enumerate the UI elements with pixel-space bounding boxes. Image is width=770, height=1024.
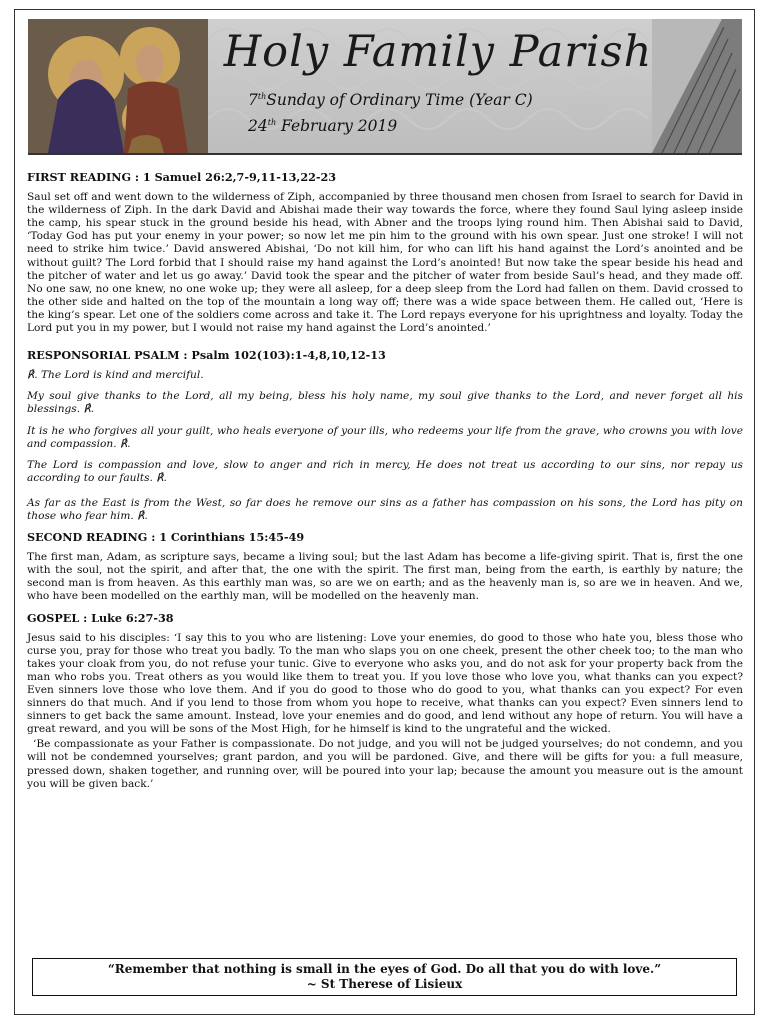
holy-family-icon	[28, 19, 208, 153]
gospel-text: ‘Be compassionate as your Father is compassionate. Do not judge, and you will not be judged yourselves; do not condemn, and you will not be condemned yourselves; grant pardon, and you will be pardoned. Give, and there will be gifts for you: a full measure, pressed down, shaken together, and running over, will be poured into your lap; because the amount you measure out is the amount you will be given back.’	[27, 738, 743, 790]
quote-text: “Remember that nothing is small in the eyes of God. Do all that you do with love.”	[107, 962, 662, 976]
parish-title: Holy Family Parish	[223, 27, 653, 77]
psalm-response: ℟. The Lord is kind and merciful.	[27, 369, 204, 382]
second-reading-heading: SECOND READING : 1 Corinthians 15:45-49	[27, 530, 305, 545]
liturgical-occasion: 7thSunday of Ordinary Time (Year C)	[248, 91, 533, 109]
quote-attribution: ~ St Therese of Lisieux	[306, 977, 463, 991]
psalm-verse: My soul give thanks to the Lord, all my being, bless his holy name, my soul give thanks to the Lord, and never forget all his blessings. ℟.	[27, 390, 743, 416]
second-reading-text: The first man, Adam, as scripture says, became a living soul; but the last Adam has become a life-giving spirit. That is, first the one with the soul, not the spirit, and after that, the one with the spirit. The first man, being from the earth, is earthly by nature; the second man is from heaven. As this earthly man was, so are we on earth; and as the heavenly man is, so are we in heaven. And we, who have been modelled on the earthly man, will be modelled on the heavenly man.	[27, 551, 743, 603]
gospel-text: Jesus said to his disciples: ‘I say this to you who are listening: Love your enemies, do good to those who hate you, bless those who curse you, pray for those who treat you badly. To the man who slaps you on one cheek, present the other cheek too; to the man who takes your cloak from you, do not refuse your tunic. Give to everyone who asks you, and do not ask for your property back from the man who robs you. Treat others as you would like them to treat you. If you love those who love you, what thanks can you expect? Even sinners love those who love them. And if you do good to those who do good to you, what thanks can you expect? For even sinners do that much. And if you lend to those from whom you hope to receive, what thanks can you expect? Even sinners lend to sinners to get back the same amount. Instead, love your enemies and do good, and lend without any hope of return. You will have a great reward, and you will be sons of the Most High, for he himself is kind to the ungrateful and the wicked.	[27, 631, 743, 736]
psalm-heading: RESPONSORIAL PSALM : Psalm 102(103):1-4,8,10,12-13	[27, 348, 386, 363]
parish-banner	[28, 19, 742, 155]
bulletin-date: 24th February 2019	[248, 117, 398, 135]
psalm-verse: As far as the East is from the West, so far does he remove our sins as a father has compassion on his sons, the Lord has pity on those who fear him. ℟.	[27, 496, 743, 522]
church-building-image	[652, 19, 742, 153]
first-reading-heading: FIRST READING : 1 Samuel 26:2,7-9,11-13,22-23	[27, 170, 337, 184]
readings-content	[27, 171, 743, 799]
psalm-verse: It is he who forgives all your guilt, who heals everyone of your ills, who redeems your life from the grave, who crowns you with love and compassion. ℟.	[27, 424, 743, 450]
first-reading-text: Saul set off and went down to the wilderness of Ziph, accompanied by three thousand men chosen from Israel to search for David in the wilderness of Ziph. In the dark David and Abishai made their way towards the force, where they found Saul lying asleep inside the camp, his spear stuck in the ground beside his head, with Abner and the troops lying round him. Then Abishai said to David, ‘Today God has put your enemy in your power; so now let me pin him to the ground with his own spear. Just one stroke! I will not need to strike him twice.’ David answered Abishai, ‘Do not kill him, for who can lift his hand against the Lord’s anointed and be without guilt? The Lord forbid that I should raise my hand against the Lord’s anointed! But now take the spear beside his head and the pitcher of water and let us go away.’ David took the spear and the pitcher of water from beside Saul’s head, and they made off. No one saw, no one knew, no one woke up; they were all asleep, for a deep sleep from the Lord had fallen on them. David crossed to the other side and halted on the top of the mountain a long way off; there was a wide space between them. He called out, ‘Here is the king’s spear. Let one of the soldiers come across and take it. The Lord repays everyone for his uprightness and loyalty. Today the Lord put you in my power, but I would not raise my hand against the Lord’s anointed.’	[27, 191, 743, 335]
gospel-heading: GOSPEL : Luke 6:27-38	[27, 610, 174, 625]
quote-box	[32, 958, 737, 996]
psalm-verse: The Lord is compassion and love, slow to anger and rich in mercy, He does not treat us according to our sins, nor repay us according to our faults. ℟.	[27, 458, 743, 484]
